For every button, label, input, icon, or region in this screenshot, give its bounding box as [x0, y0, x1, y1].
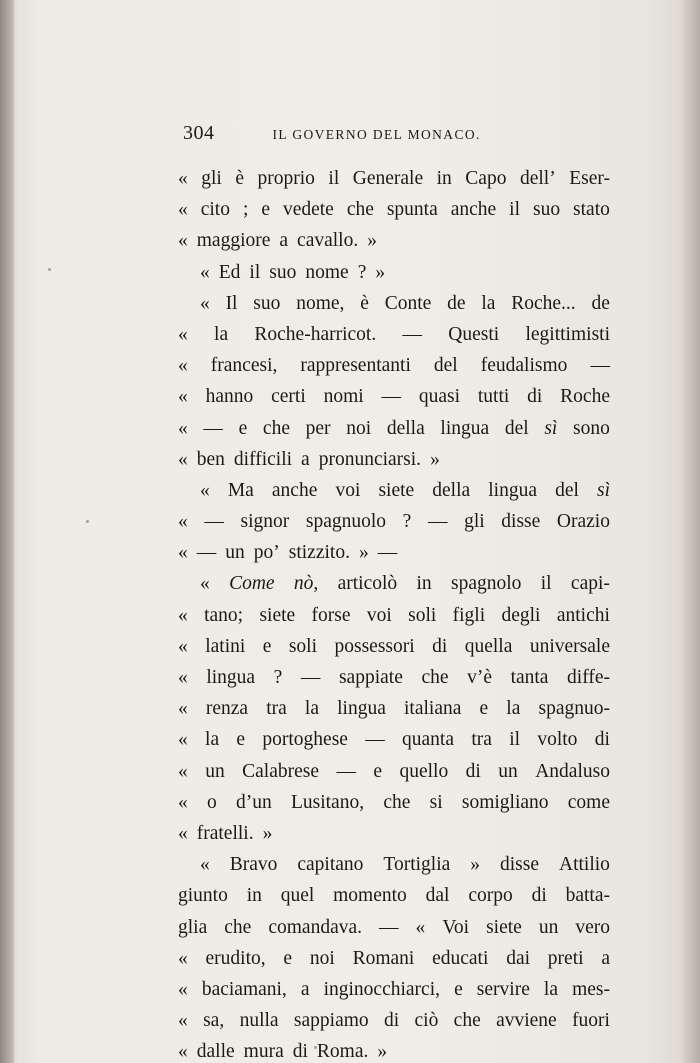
word: « — [178, 417, 188, 439]
word: e — [454, 978, 463, 1000]
word: forse — [311, 604, 351, 626]
word: per — [305, 417, 331, 439]
word: spagnuolo — [305, 511, 387, 533]
word: Roche-harricot. — [254, 323, 377, 345]
word: di — [594, 729, 610, 751]
word: che — [346, 199, 374, 221]
word: Orazio — [556, 511, 610, 533]
word: lingua — [337, 698, 386, 720]
word: della — [432, 479, 471, 501]
word: » — [358, 542, 369, 564]
word: « — [178, 698, 188, 720]
word: erudito, — [205, 947, 266, 969]
text-line — [178, 194, 610, 225]
word: voi — [335, 479, 361, 501]
word: come — [567, 791, 610, 813]
word: » — [375, 261, 386, 283]
text-line — [178, 787, 610, 818]
word: tutti — [477, 386, 510, 408]
page-header — [183, 122, 523, 148]
word: stato — [573, 199, 610, 221]
word: « — [178, 667, 188, 688]
word: maggiore — [196, 230, 271, 252]
word: educati — [432, 947, 489, 969]
word: lingua — [488, 479, 537, 501]
word: che — [224, 916, 252, 938]
text-line — [178, 849, 610, 880]
word: quella — [464, 635, 513, 657]
word: « — [178, 1010, 188, 1032]
word: v’è — [467, 667, 492, 688]
word: suo — [532, 199, 561, 221]
word: — — [196, 542, 217, 564]
word: e — [262, 635, 272, 657]
word: di — [531, 885, 547, 907]
word: servire — [476, 978, 530, 1000]
text-line — [178, 506, 610, 537]
text-line — [178, 974, 610, 1005]
text-line — [178, 444, 610, 475]
word: Capo — [465, 168, 507, 189]
word: — — [300, 667, 321, 688]
word: cito — [200, 199, 230, 221]
word: spunta — [386, 199, 438, 221]
word: quel — [280, 885, 315, 907]
word: « — [178, 791, 188, 813]
text-line — [178, 319, 610, 350]
word: degli — [501, 604, 541, 626]
word: glia — [178, 916, 208, 938]
word: di — [527, 386, 543, 408]
word: Bravo — [229, 854, 278, 876]
word: signor — [240, 511, 290, 533]
word: Eser- — [569, 168, 610, 189]
word: lingua — [440, 417, 490, 439]
word: hanno — [205, 386, 254, 408]
word: siete — [486, 916, 522, 938]
word: Roche — [560, 386, 610, 408]
word: ben — [196, 448, 225, 470]
word: soli — [408, 604, 437, 626]
word: la — [205, 729, 220, 751]
word: in — [246, 885, 262, 907]
word: un — [498, 760, 518, 782]
text-line — [178, 163, 610, 194]
word: « — [200, 479, 210, 501]
word: — — [365, 729, 385, 751]
word: » — [470, 854, 481, 876]
word: rappresentanti — [300, 355, 411, 377]
text-line — [178, 631, 610, 662]
word: « — [178, 230, 188, 252]
word: sono — [573, 417, 610, 439]
word: — — [379, 916, 399, 938]
word: « — [178, 604, 188, 626]
word: in — [436, 168, 452, 189]
word: della — [386, 417, 425, 439]
word: inginocchiarci, — [323, 978, 441, 1000]
word: — — [203, 417, 223, 439]
word: a — [279, 230, 289, 252]
word: siete — [259, 604, 296, 626]
word: Ma — [227, 479, 254, 501]
word: stizzito. — [288, 542, 350, 564]
page-number: 304 — [183, 122, 215, 144]
word: fuori — [572, 1010, 610, 1032]
word: a — [301, 448, 310, 470]
word: è — [235, 168, 244, 189]
word: nome, — [296, 292, 345, 314]
word: la — [481, 292, 496, 314]
word: — — [377, 542, 398, 564]
word: e — [261, 199, 270, 221]
word: Lusitano, — [290, 791, 365, 813]
word: » — [430, 448, 440, 470]
text-line — [178, 1005, 610, 1036]
word: gli — [464, 511, 485, 533]
word: portoghese — [262, 729, 348, 751]
word: ? — [357, 261, 367, 283]
word: che — [421, 667, 449, 688]
word: di — [465, 760, 481, 782]
word: Andaluso — [535, 760, 610, 782]
word: nulla — [239, 1010, 279, 1032]
word: in — [416, 573, 432, 595]
word: ; — [242, 199, 249, 221]
word: « — [200, 261, 210, 283]
word: « — [178, 448, 188, 470]
word: Questi — [448, 323, 500, 345]
word: tanta — [510, 667, 549, 688]
text-line — [178, 818, 610, 849]
paper-speck — [48, 268, 51, 271]
word: sì — [544, 417, 558, 439]
running-title: IL GOVERNO DEL MONACO. — [272, 127, 481, 142]
word: Conte — [384, 292, 432, 314]
word: comandava. — [268, 916, 363, 938]
word: somigliano — [461, 791, 549, 813]
word: batta- — [565, 885, 610, 907]
paper-speck — [314, 1046, 317, 1049]
word: dell’ — [519, 168, 556, 189]
text-line — [178, 257, 610, 288]
word: giunto — [178, 885, 228, 907]
word: la — [304, 698, 319, 720]
word: dalle — [196, 1041, 235, 1063]
word: francesi, — [210, 355, 278, 377]
word: — — [204, 511, 224, 533]
word: « — [178, 199, 188, 221]
word: noi — [346, 417, 372, 439]
word: dai — [506, 947, 531, 969]
word: quasi — [418, 386, 461, 408]
word: nò, — [293, 573, 319, 595]
word: legittimisti — [525, 323, 610, 345]
word: po’ — [253, 542, 280, 564]
text-line — [178, 1036, 610, 1063]
word: — — [381, 386, 402, 408]
word: e — [373, 760, 383, 782]
word: il — [509, 199, 521, 221]
word: » — [367, 230, 377, 252]
word: « — [200, 292, 210, 314]
word: il — [249, 261, 261, 283]
word: possessori — [334, 635, 415, 657]
word: latini — [205, 635, 246, 657]
word: de — [447, 292, 466, 314]
word: — — [590, 355, 610, 377]
word: tra — [471, 729, 492, 751]
word: la — [506, 698, 521, 720]
word: « — [200, 573, 210, 595]
text-line — [178, 756, 610, 787]
word: e — [479, 698, 489, 720]
text-line — [178, 413, 610, 444]
word: « — [178, 729, 188, 751]
word: baciamani, — [201, 978, 287, 1000]
word: volto — [537, 729, 578, 751]
word: renza — [205, 698, 249, 720]
word: e — [283, 947, 293, 969]
word: — — [402, 323, 422, 345]
word: » — [377, 1041, 388, 1063]
word: Ed — [218, 261, 241, 283]
word: sappiamo — [293, 1010, 369, 1032]
word: capitano — [297, 854, 364, 876]
word: nomi — [323, 386, 364, 408]
word: un — [225, 542, 245, 564]
word: la — [214, 323, 229, 345]
word: certi — [271, 386, 306, 408]
word: universale — [529, 635, 610, 657]
word: che — [383, 791, 411, 813]
word: Tortiglia — [383, 854, 451, 876]
word: antichi — [556, 604, 610, 626]
word: « — [178, 635, 188, 657]
text-line — [178, 880, 610, 911]
word: di — [383, 1010, 400, 1032]
word: suo — [253, 292, 281, 314]
word: momento — [333, 885, 407, 907]
word: quello — [399, 760, 449, 782]
word: « — [178, 386, 188, 408]
word: disse — [500, 854, 540, 876]
word: Roma. — [316, 1041, 369, 1063]
word: « — [178, 511, 188, 533]
word: ? — [402, 511, 412, 533]
word: Roche... — [511, 292, 576, 314]
word: del — [433, 355, 458, 377]
word: Generale — [352, 168, 424, 189]
word: a — [601, 947, 610, 969]
word: il — [328, 168, 340, 189]
word: e — [236, 729, 246, 751]
text-line — [178, 662, 610, 693]
word: vedete — [282, 199, 334, 221]
word: di — [292, 1041, 308, 1063]
word: difficili — [233, 448, 293, 470]
word: nome — [305, 261, 349, 283]
word: « — [178, 822, 188, 844]
text-line — [178, 600, 610, 631]
word: mes- — [572, 978, 610, 1000]
word: corpo — [468, 885, 513, 907]
word: mura — [243, 1041, 284, 1063]
word: « — [178, 760, 188, 782]
word: de — [591, 292, 610, 314]
text-line — [178, 350, 610, 381]
word: quanta — [402, 729, 455, 751]
body-text — [178, 163, 610, 1063]
text-line — [178, 724, 610, 755]
word: sì — [596, 479, 610, 501]
word: Il — [225, 292, 238, 314]
word: preti — [547, 947, 584, 969]
word: che — [453, 1010, 481, 1032]
word: un — [205, 760, 225, 782]
word: o — [206, 791, 217, 813]
word: è — [360, 292, 369, 314]
word: avviene — [496, 1010, 557, 1032]
word: Attilio — [559, 854, 610, 876]
word: che — [262, 417, 290, 439]
word: anche — [450, 199, 497, 221]
word: gli — [201, 168, 222, 189]
text-line — [178, 288, 610, 319]
word: e — [238, 417, 248, 439]
text-line — [178, 693, 610, 724]
word: « — [178, 1041, 188, 1063]
word: Come — [229, 573, 275, 595]
word: noi — [309, 947, 335, 969]
word: il — [509, 729, 521, 751]
word: ciò — [414, 1010, 439, 1032]
paper-speck — [86, 520, 89, 523]
word: articolò — [337, 573, 398, 595]
word: soli — [288, 635, 318, 657]
word: si — [429, 791, 443, 813]
word: proprio — [257, 168, 315, 189]
text-line — [178, 568, 610, 599]
text-line — [178, 475, 610, 506]
word: vero — [575, 916, 610, 938]
word: Voi — [442, 916, 470, 938]
word: « — [178, 168, 188, 189]
word: spagnuo- — [538, 698, 610, 720]
word: d’un — [235, 791, 272, 813]
word: » — [262, 822, 273, 844]
word: « — [178, 947, 188, 969]
text-line — [178, 381, 610, 412]
word: feudalismo — [480, 355, 568, 377]
word: suo — [269, 261, 297, 283]
word: un — [538, 916, 559, 938]
word: capi- — [570, 573, 610, 595]
word: « — [178, 355, 188, 377]
word: dal — [425, 885, 450, 907]
word: del — [555, 479, 579, 501]
word: sappiate — [338, 667, 403, 688]
word: — — [427, 511, 448, 533]
word: « — [200, 854, 210, 876]
word: — — [336, 760, 356, 782]
word: di — [432, 635, 448, 657]
word: ? — [273, 667, 283, 688]
word: fratelli. — [196, 822, 254, 844]
word: « — [178, 542, 188, 564]
word: tra — [266, 698, 287, 720]
word: « — [178, 978, 188, 1000]
word: cavallo. — [297, 230, 359, 252]
word: italiana — [404, 698, 462, 720]
word: lingua — [206, 667, 256, 688]
word: pronunciarsi. — [318, 448, 422, 470]
word: siete — [378, 479, 415, 501]
word: « — [178, 323, 188, 345]
word: tano; — [204, 604, 244, 626]
word: la — [543, 978, 558, 1000]
word: il — [540, 573, 552, 595]
word: spagnolo — [451, 573, 522, 595]
text-line — [178, 943, 610, 974]
word: disse — [501, 511, 541, 533]
word: voi — [366, 604, 392, 626]
word: figli — [452, 604, 486, 626]
word: « — [415, 916, 426, 938]
word: sa, — [203, 1010, 225, 1032]
word: del — [504, 417, 529, 439]
text-line — [178, 225, 610, 256]
word: Romani — [352, 947, 415, 969]
word: a — [300, 978, 310, 1000]
text-line — [178, 912, 610, 943]
word: diffe- — [567, 667, 610, 688]
word: Calabrese — [242, 760, 320, 782]
word: anche — [271, 479, 318, 501]
text-line — [178, 537, 610, 568]
